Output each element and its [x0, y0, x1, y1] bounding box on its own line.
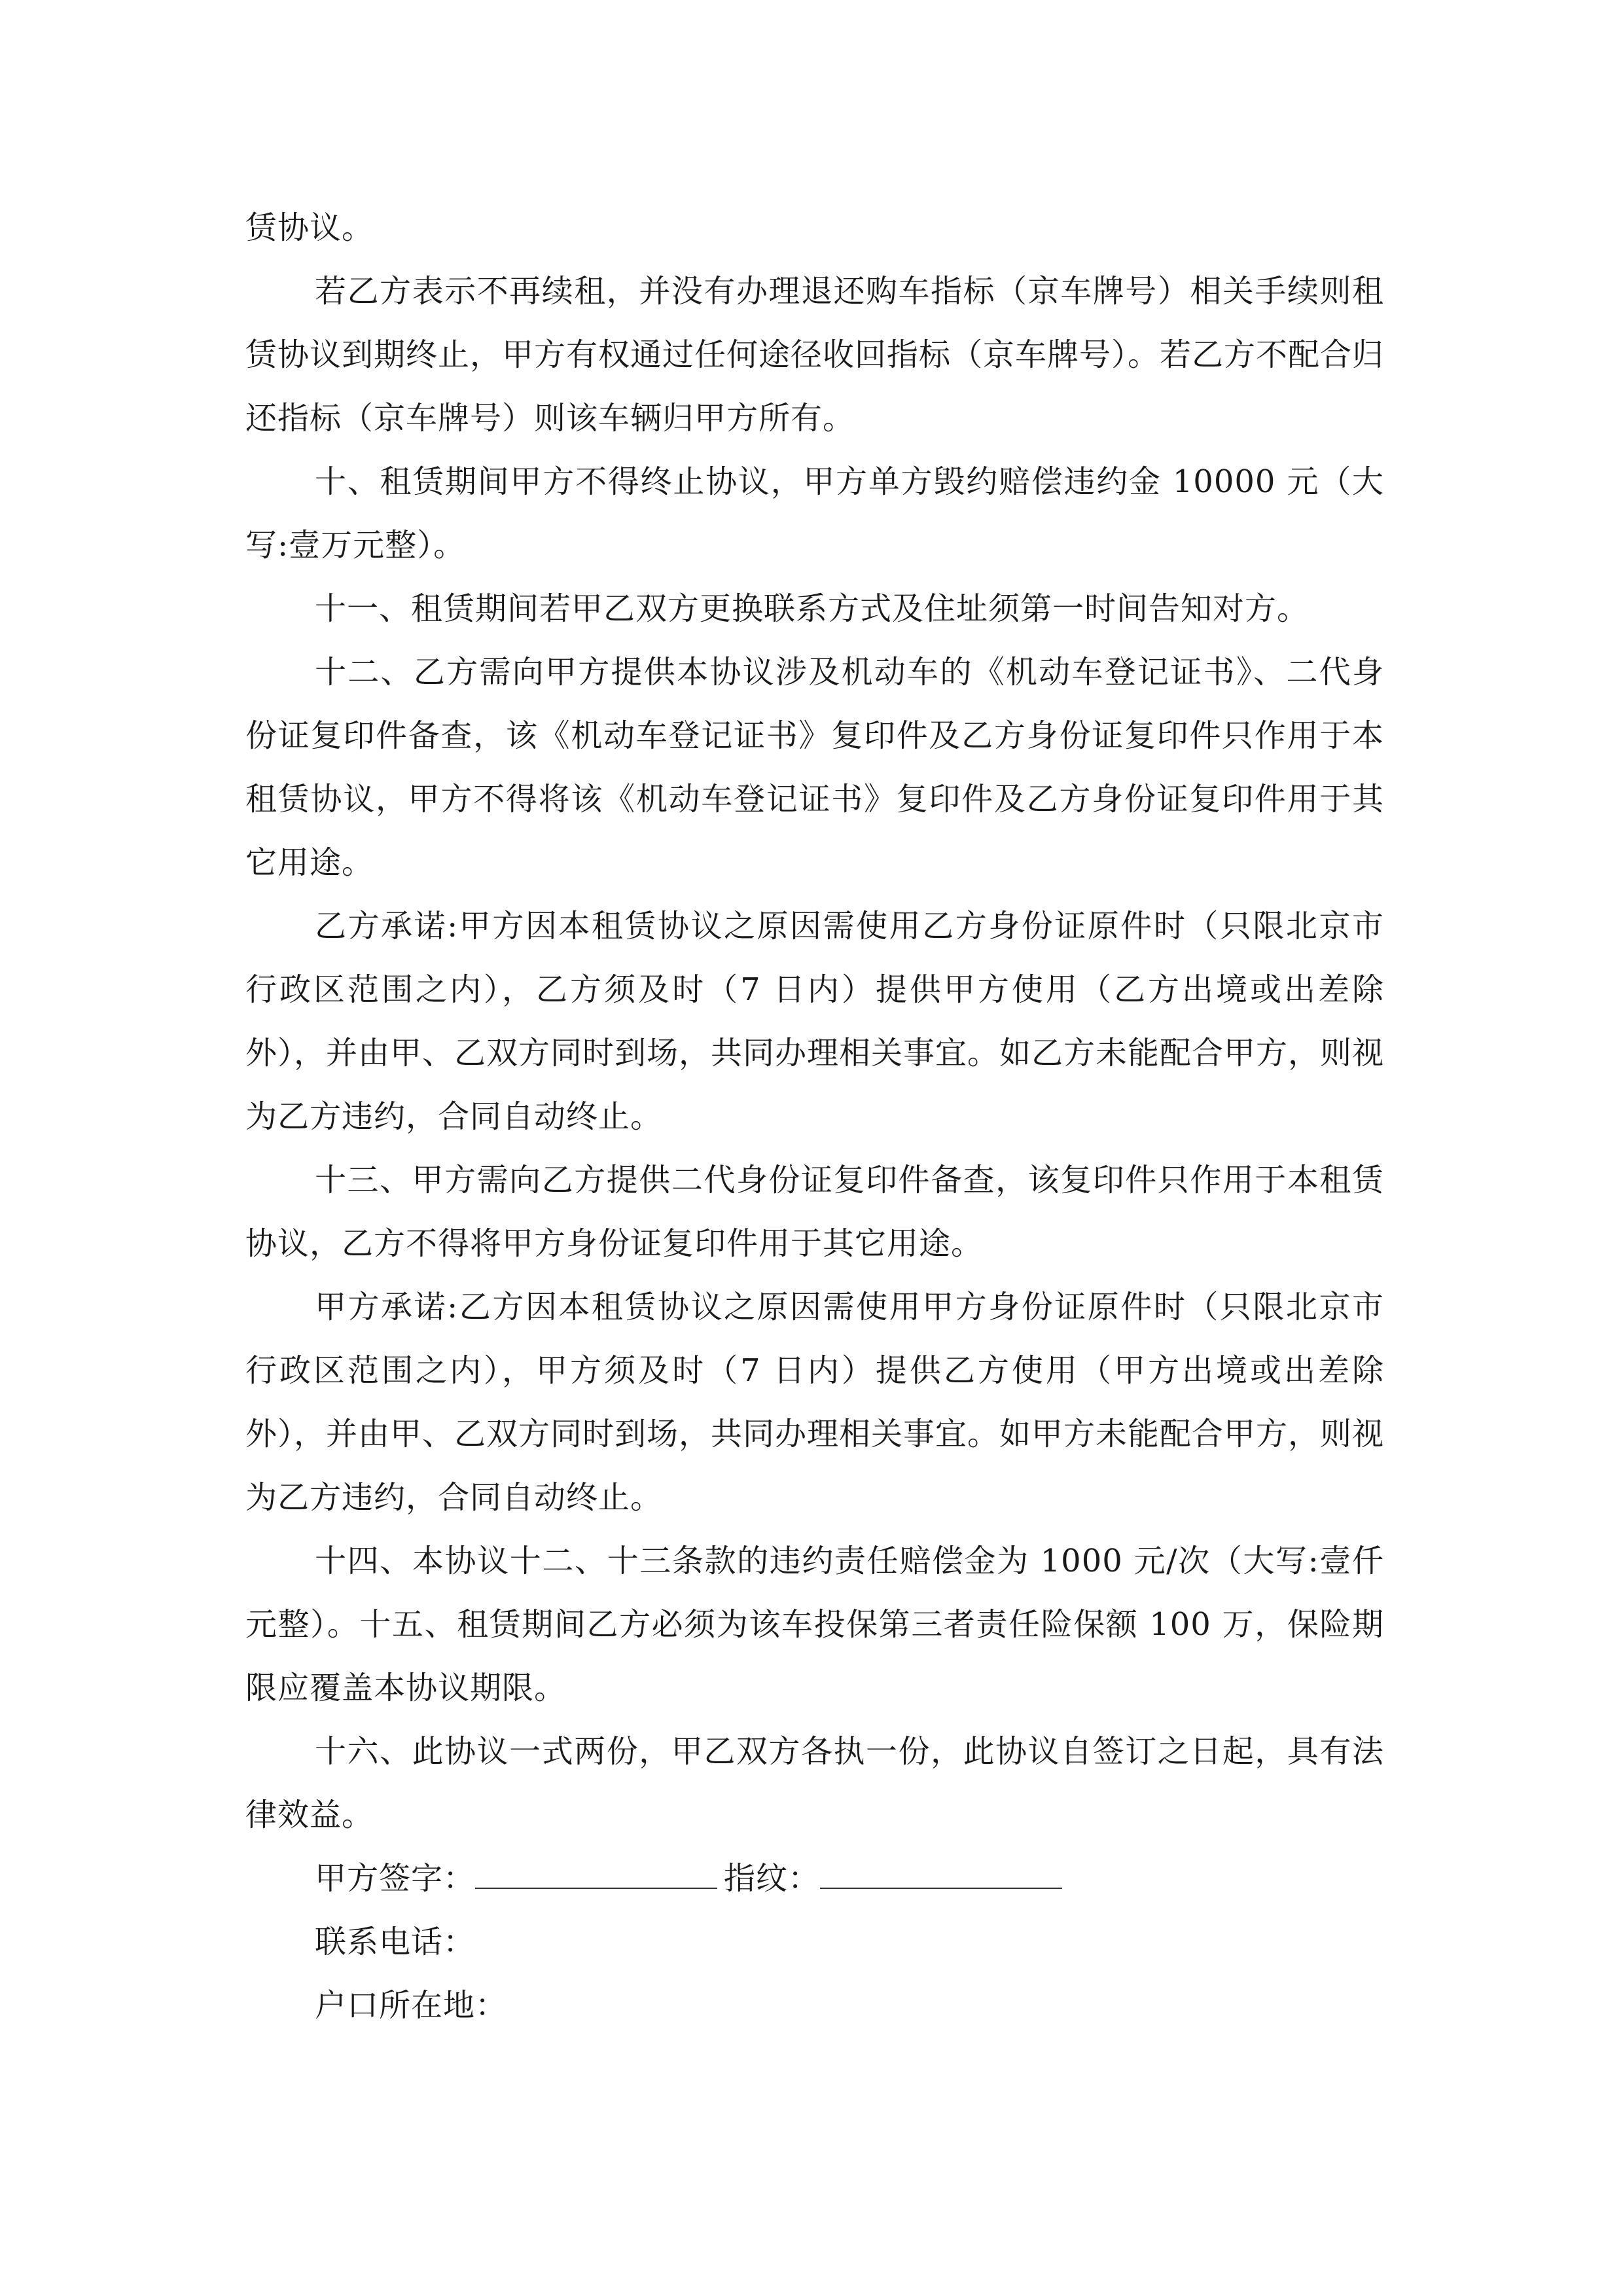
residence-row: [245, 1974, 1384, 2037]
phone-row: [245, 1910, 1384, 1974]
paragraph-clause-12: 十二、乙方需向甲方提供本协议涉及机动车的《机动车登记证书》、二代身份证复印件备查，该《机动车登记证书》复印件及乙方身份证复印件只作用于本租赁协议，甲方不得将该《机动车登记证书》复印件及乙方身份证复印件用于其它用途。: [245, 654, 1384, 881]
party-a-signature-label: 甲方签字：: [315, 1860, 476, 1897]
paragraph-clause-11: 十一、租赁期间若甲乙双方更换联系方式及住址须第一时间告知对方。: [315, 590, 1310, 627]
paragraph-party-b-promise: 乙方承诺:甲方因本租赁协议之原因需使用乙方身份证原件时（只限北京市行政区范围之内），乙方须及时（7 日内）提供甲方使用（乙方出境或出差除外），并由甲、乙双方同时到场，共同办理相关事宜。如乙方未能配合甲方，则视为乙方违约，合同自动终止。: [245, 908, 1385, 1135]
fingerprint-blank: [820, 1887, 1062, 1889]
signature-row: [245, 1847, 1384, 1910]
paragraph-clause-14-15: 十四、本协议十二、十三条款的违约责任赔偿金为 1000 元/次（大写:壹仟元整）。十五、租赁期间乙方必须为该车投保第三者责任险保额 100 万，保险期限应覆盖本协议期限。: [245, 1543, 1384, 1706]
paragraph-clause-10: 十、租赁期间甲方不得终止协议，甲方单方毁约赔偿违约金 10000 元（大写:壹万元整）。: [245, 463, 1384, 564]
phone-label: 联系电话：: [315, 1924, 476, 1960]
paragraph-renewal-clause: 若乙方表示不再续租，并没有办理退还购车指标（京车牌号）相关手续则租赁协议到期终止，甲方有权通过任何途径收回指标（京车牌号）。若乙方不配合归还指标（京车牌号）则该车辆归甲方所有。: [245, 273, 1385, 437]
party-a-signature-blank: [475, 1887, 717, 1889]
paragraph-continuation: 赁协议。: [245, 209, 374, 246]
fingerprint-label: 指纹：: [724, 1860, 821, 1897]
paragraph-clause-16: 十六、此协议一式两份，甲乙双方各执一份，此协议自签订之日起，具有法律效益。: [245, 1733, 1384, 1833]
document-body: [245, 196, 1384, 2037]
paragraph-party-a-promise: 甲方承诺:乙方因本租赁协议之原因需使用甲方身份证原件时（只限北京市行政区范围之内），甲方须及时（7 日内）提供乙方使用（甲方出境或出差除外），并由甲、乙双方同时到场，共同办理相关事宜。如甲方未能配合甲方，则视为乙方违约，合同自动终止。: [245, 1289, 1385, 1516]
paragraph-clause-13: 十三、甲方需向乙方提供二代身份证复印件备查，该复印件只作用于本租赁协议，乙方不得将甲方身份证复印件用于其它用途。: [245, 1162, 1384, 1262]
residence-label: 户口所在地：: [315, 1987, 508, 2024]
